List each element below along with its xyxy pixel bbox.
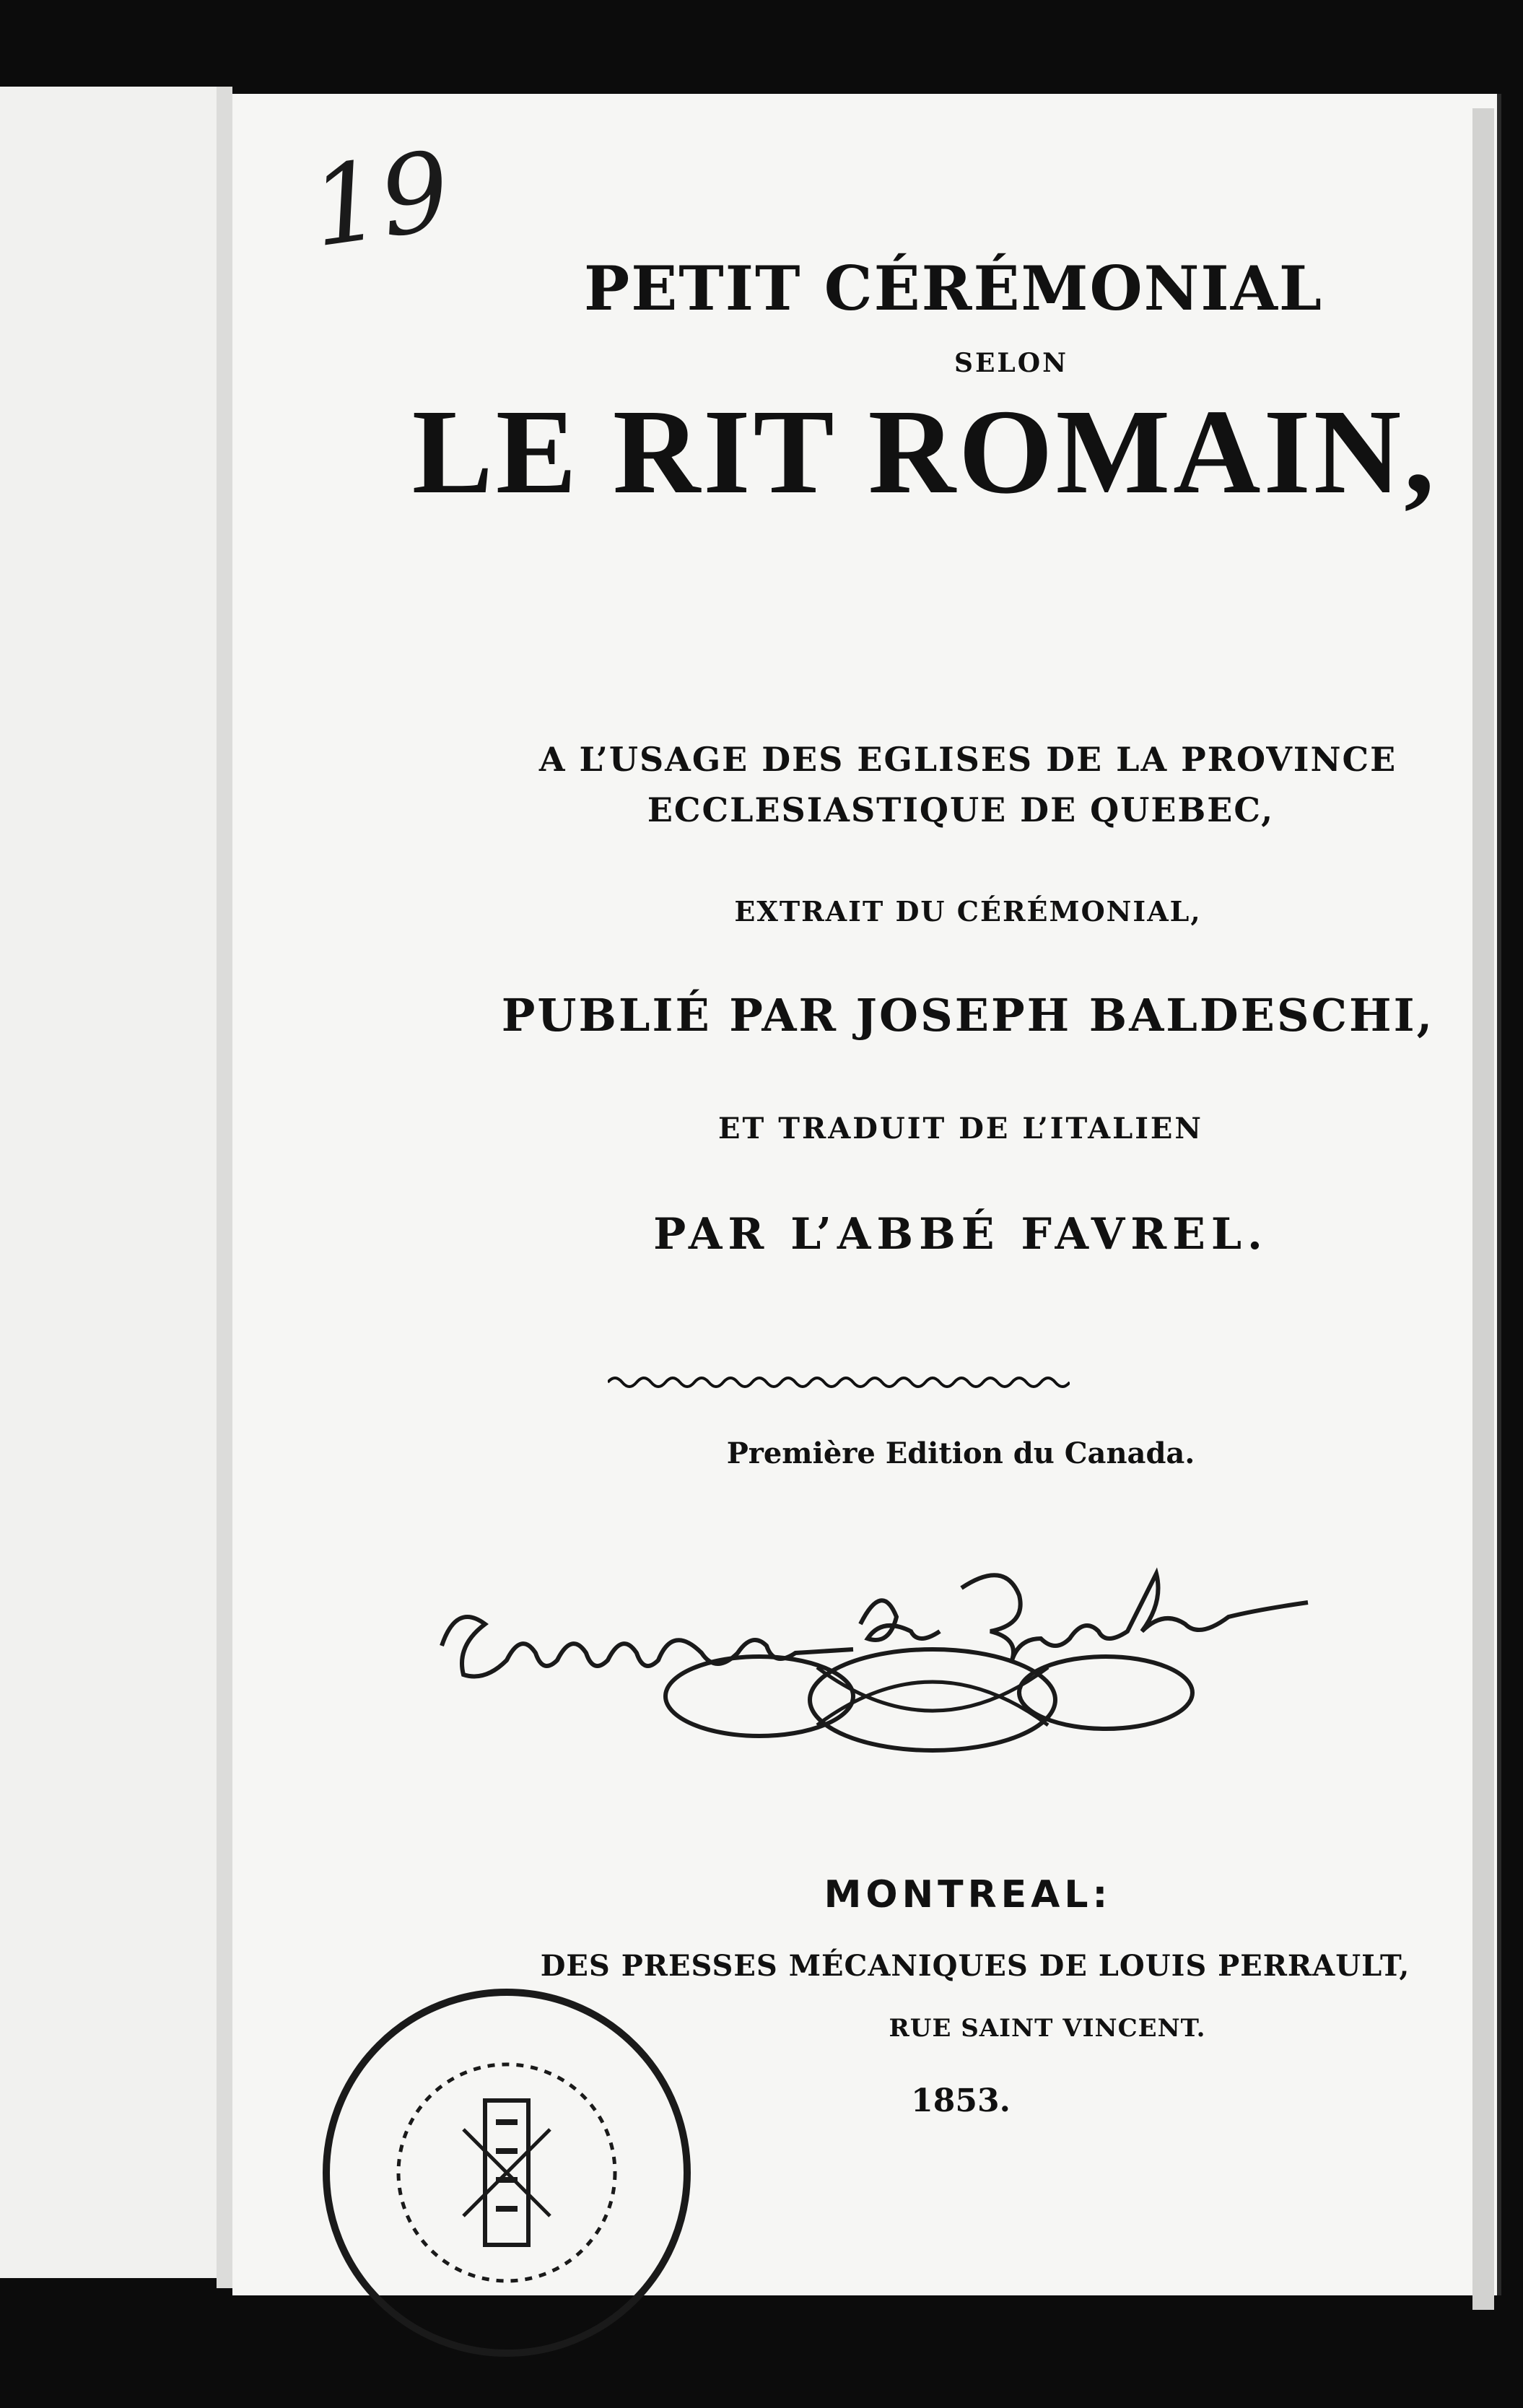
imprint-street: RUE SAINT VINCENT. [889,2014,1206,2043]
library-stamp [312,1978,702,2368]
page-gutter [217,87,232,2288]
edition-line: Première Edition du Canada. [726,1436,1195,1470]
wavy-rule-ornament [608,1368,1070,1397]
stamp-text [232,94,233,95]
page-edge [1472,108,1494,2310]
extract-line: EXTRAIT DU CÉRÉMONIAL, [734,895,1202,928]
signature-text [232,94,233,95]
facing-page [0,87,221,2278]
title-line-2: LE RIT ROMAIN, [411,385,1438,519]
handwritten-shelfmark: 19 [303,128,458,272]
usage-line-1: A L’USAGE DES EGLISES DE LA PROVINCE [538,740,1397,779]
translator-line: PAR L’ABBÉ FAVREL. [653,1209,1268,1260]
imprint-press: DES PRESSES MÉCANIQUES DE LOUIS PERRAULT, [540,1949,1410,1983]
title-line-1: PETIT CÉRÉMONIAL [584,253,1323,324]
handwritten-signature [413,1545,1496,1776]
imprint-city: MONTREAL: [824,1873,1112,1916]
translation-line: ET TRADUIT DE L’ITALIEN [718,1112,1203,1146]
title-page [232,94,1501,2295]
imprint-year: 1853. [911,2082,1011,2119]
usage-line-2: ECCLESIASTIQUE DE QUEBEC, [647,790,1275,829]
publisher-line: PUBLIÉ PAR JOSEPH BALDESCHI, [501,989,1435,1042]
connector-word: SELON [953,348,1068,378]
